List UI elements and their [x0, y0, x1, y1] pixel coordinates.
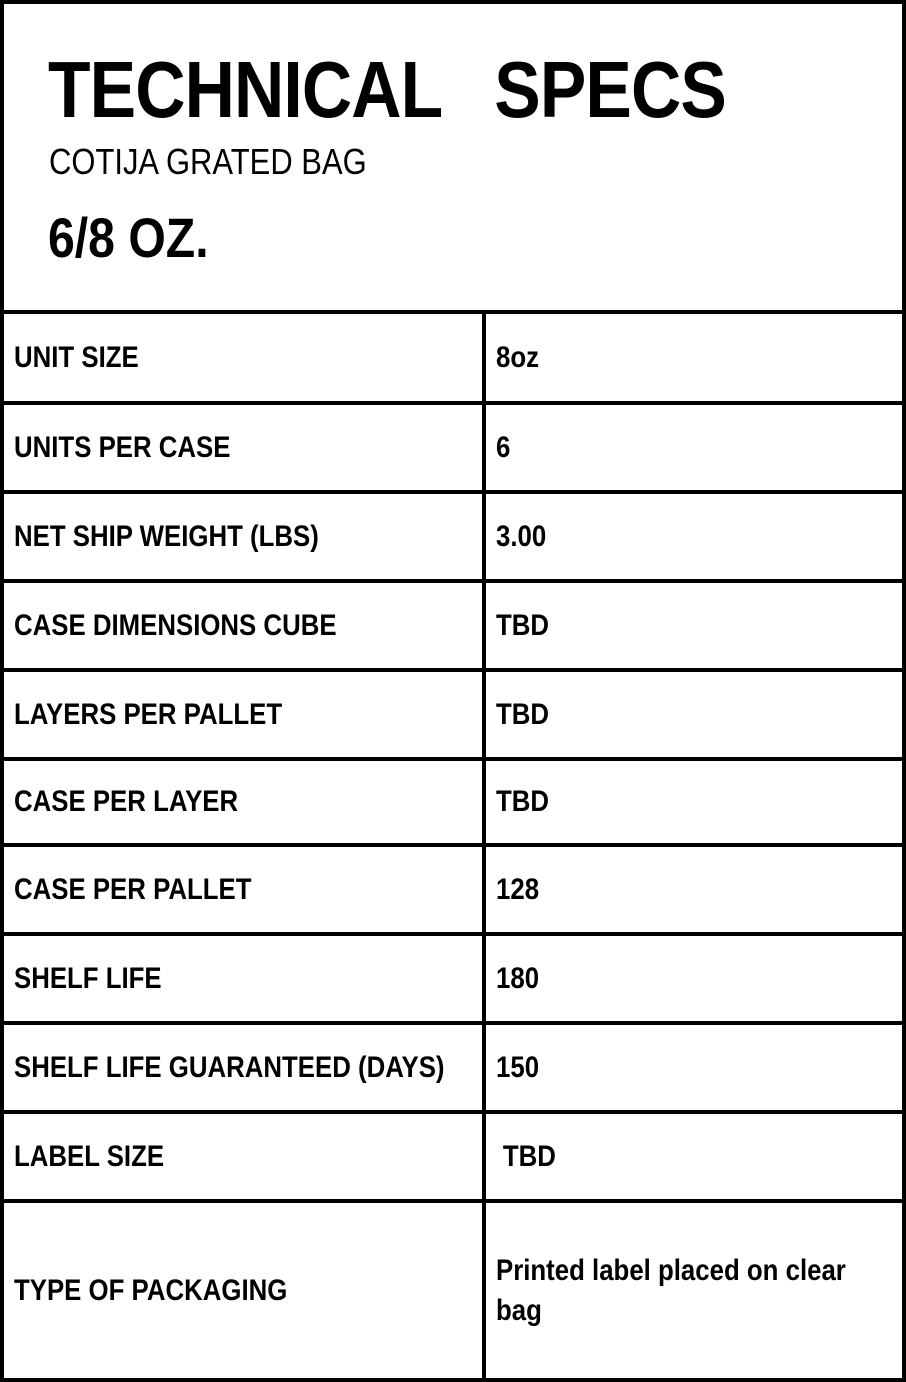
spec-label-cell [4, 492, 484, 581]
spec-value-cell [484, 403, 902, 492]
spec-label: SHELF LIFE [14, 961, 162, 995]
spec-value: 8oz [496, 340, 540, 374]
table-row [4, 492, 902, 581]
spec-value: TBD [496, 785, 550, 818]
table-row [4, 670, 902, 759]
spec-value-cell [484, 845, 902, 934]
pack-size: 6/8 OZ. [48, 206, 209, 269]
spec-value-cell [484, 581, 902, 670]
page-title: TECHNICAL SPECS [48, 45, 726, 134]
table-row [4, 1112, 902, 1201]
table-row [4, 759, 902, 845]
spec-value-cell [484, 1112, 902, 1201]
spec-header [4, 4, 902, 314]
product-name: COTIJA GRATED BAG [49, 141, 367, 182]
spec-label: TYPE OF PACKAGING [14, 1274, 288, 1307]
spec-label: LABEL SIZE [14, 1139, 165, 1173]
spec-value: TBD [496, 608, 550, 642]
spec-label-cell [4, 845, 484, 934]
spec-value-cell [484, 1023, 902, 1112]
spec-value-cell [484, 934, 902, 1023]
spec-label: CASE DIMENSIONS CUBE [14, 608, 337, 642]
spec-value: TBD [502, 1139, 556, 1173]
spec-value-cell [484, 1201, 902, 1379]
spec-label: CASE PER PALLET [14, 872, 252, 906]
spec-value-cell [484, 759, 902, 845]
spec-label-cell [4, 1112, 484, 1201]
spec-value: 150 [496, 1050, 540, 1084]
table-row [4, 845, 902, 934]
spec-value: Printed label placed on clear bag [496, 1254, 846, 1327]
spec-label-cell [4, 1023, 484, 1112]
spec-value-cell [484, 670, 902, 759]
spec-value: TBD [496, 697, 550, 731]
spec-value-cell [484, 314, 902, 403]
spec-label-cell [4, 670, 484, 759]
spec-label-cell [4, 403, 484, 492]
spec-label: NET SHIP WEIGHT (LBS) [14, 519, 319, 553]
spec-label: CASE PER LAYER [14, 785, 239, 818]
table-row [4, 934, 902, 1023]
table-row [4, 1023, 902, 1112]
spec-value: 180 [496, 961, 540, 995]
spec-label-cell [4, 581, 484, 670]
spec-label-cell [4, 1201, 484, 1379]
specs-table [4, 314, 902, 1379]
table-row [4, 403, 902, 492]
spec-value-cell [484, 492, 902, 581]
spec-label: SHELF LIFE GUARANTEED (DAYS) [14, 1050, 445, 1084]
spec-label-cell [4, 934, 484, 1023]
spec-value: 3.00 [496, 519, 547, 553]
spec-label-cell [4, 759, 484, 845]
spec-value: 128 [496, 872, 540, 906]
table-row [4, 314, 902, 403]
spec-label: UNIT SIZE [14, 340, 139, 374]
spec-label-cell [4, 314, 484, 403]
spec-value: 6 [496, 430, 511, 464]
spec-label: UNITS PER CASE [14, 430, 231, 464]
table-row [4, 581, 902, 670]
spec-label: LAYERS PER PALLET [14, 697, 283, 731]
table-row [4, 1201, 902, 1379]
